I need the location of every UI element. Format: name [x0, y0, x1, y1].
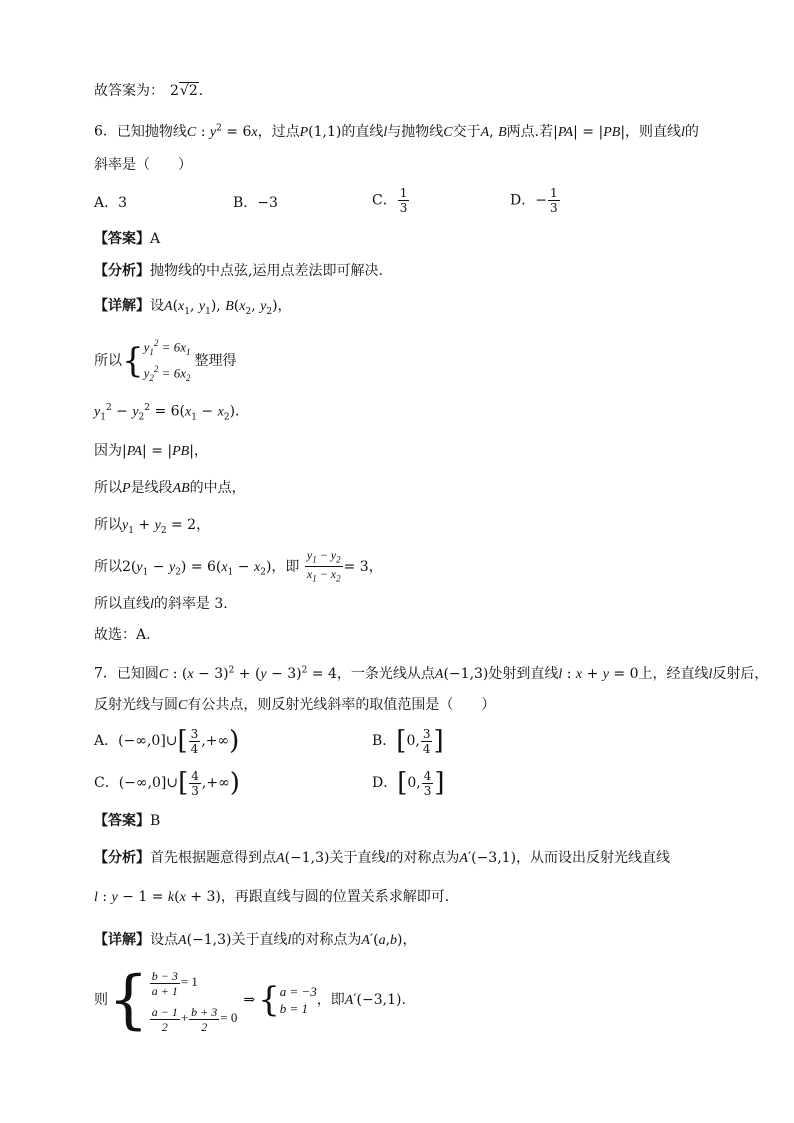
q6-ratio-line: 所以$2(y_1 - y_2) = 6(x_1 - x_2)$，即 $\frac{y_1 - y_2}{x_1 - x_2}$ = 3， — [94, 548, 383, 584]
q7-analysis-line1 — [94, 848, 670, 869]
q6-system-prefix: 所以 — [94, 352, 122, 369]
q7-result-equations: a = −3 b = 1 — [279, 984, 317, 1016]
q7-system-line — [94, 962, 406, 1039]
q6-answer-tag: 【答案】 — [94, 231, 150, 247]
previous-answer-prefix: 故答案为： — [94, 83, 164, 99]
q7-result-suffix: ，即A′(−3,1). — [316, 992, 406, 1008]
q7-system-prefix: 则 — [94, 992, 108, 1008]
q6-detail-tag: 【详解】 — [94, 298, 150, 314]
q7-analysis-line2: l : y − 1 = k(x + 3)，再跟直线与圆的位置关系求解即可. — [94, 889, 450, 905]
q6-ratio-result: = 3， — [343, 558, 383, 575]
q6-detail-line — [94, 296, 292, 322]
q6-stem-text: 已知抛物线C : $y^2 = 6x$，过点P(1,1)的直线l与抛物线C交于A, B两点.若|PA| = |PB|，则直线l的 — [116, 123, 699, 140]
q6-stem-line1 — [94, 118, 699, 143]
q7-analysis-tag: 【分析】 — [94, 850, 150, 866]
q7-result-brace: { — [258, 980, 280, 1020]
q6-answer: A — [150, 231, 161, 247]
q6-diff-line: $y_1^2 - y_2^2 = 6(x_1 - x_2)$. — [94, 403, 240, 423]
q7-stem-text: 已知圆C : $(x - 3)^2 + (y - 3)^2 = 4$，一条光线从点A(−1,3)处射到直线l : x + y = 0上，经直线l反射后， — [116, 665, 769, 682]
q6-system-line — [94, 335, 236, 387]
q7-answer-line — [94, 811, 160, 831]
q6-because-line: 因为|PA| = |PB|， — [94, 443, 208, 459]
q6-detail-text: 设$A(x_1$, $y_1$), $B(x_2$, $y_2$)， — [150, 298, 292, 317]
q7-system-brace: { — [108, 963, 149, 1037]
previous-answer-value: 2√2 — [170, 83, 198, 99]
q7-stem-line1 — [94, 660, 768, 685]
q6-option-a: A．3 — [94, 195, 128, 211]
q7-answer-tag: 【答案】 — [94, 813, 150, 829]
q7-detail-line — [94, 930, 417, 951]
q6-option-c: C． $\frac{1}{3}$ — [372, 186, 408, 215]
q7-system-equations: $\frac{b - 3}{a + 1}$ = 1 $\frac{a - 1}{2}$ + $\frac{b + 3}{2}$ = 0 — [151, 968, 238, 1034]
q7-answer: B — [150, 813, 161, 829]
q6-answer-line — [94, 229, 160, 249]
q6-sum-line: 所以$y_1 + y_2 = 2$， — [94, 517, 211, 536]
previous-answer-suffix: . — [198, 83, 204, 99]
q6-midpoint-line: 所以P是线段AB的中点， — [94, 480, 246, 496]
q6-system-equations: $y_1^2 = 6x_1$ $y_2^2 = 6x_2$ — [143, 338, 191, 383]
q6-system-brace: { — [122, 340, 144, 381]
q6-analysis: 抛物线的中点弦,运用点差法即可解决. — [150, 263, 383, 279]
q6-number: 6． — [94, 123, 117, 140]
q7-number: 7． — [94, 665, 117, 682]
q7-detail-tag: 【详解】 — [94, 932, 150, 948]
q6-system-suffix: 整理得 — [194, 352, 237, 369]
q6-slope-line: 所以直线l的斜率是 3. — [94, 596, 228, 612]
previous-answer-line — [94, 81, 203, 101]
q6-choose-line: 故选：A. — [94, 627, 151, 643]
q6-option-d: D．− $\frac{1}{3}$ — [510, 186, 558, 215]
q7-option-b: B．[0, $\frac{3}{4}$ ] — [372, 726, 444, 756]
q7-option-d: D．[0, $\frac{4}{3}$ ] — [372, 768, 445, 798]
q6-analysis-tag: 【分析】 — [94, 263, 150, 279]
q7-option-a: A．(−∞,0]∪[ $\frac{3}{4}$ ,+∞) — [94, 726, 240, 756]
q6-analysis-line — [94, 261, 383, 281]
q7-implies-arrow: ⇒ — [243, 992, 256, 1008]
q7-stem-line2: 反射光线与圆C有公共点，则反射光线斜率的取值范围是（ ） — [94, 697, 496, 713]
q7-analysis-text: 首先根据题意得到点A(−1,3)关于直线l的对称点为A′(−3,1)，从而设出反射光线直线 — [150, 850, 671, 866]
q6-stem-line2: 斜率是（ ） — [94, 157, 192, 173]
q7-option-c: C．(−∞,0]∪[ $\frac{4}{3}$ ,+∞) — [94, 768, 240, 798]
q6-option-b: B．−3 — [233, 195, 278, 211]
q7-detail-text: 设点A(−1,3)关于直线l的对称点为A′(a,b)， — [150, 932, 417, 948]
